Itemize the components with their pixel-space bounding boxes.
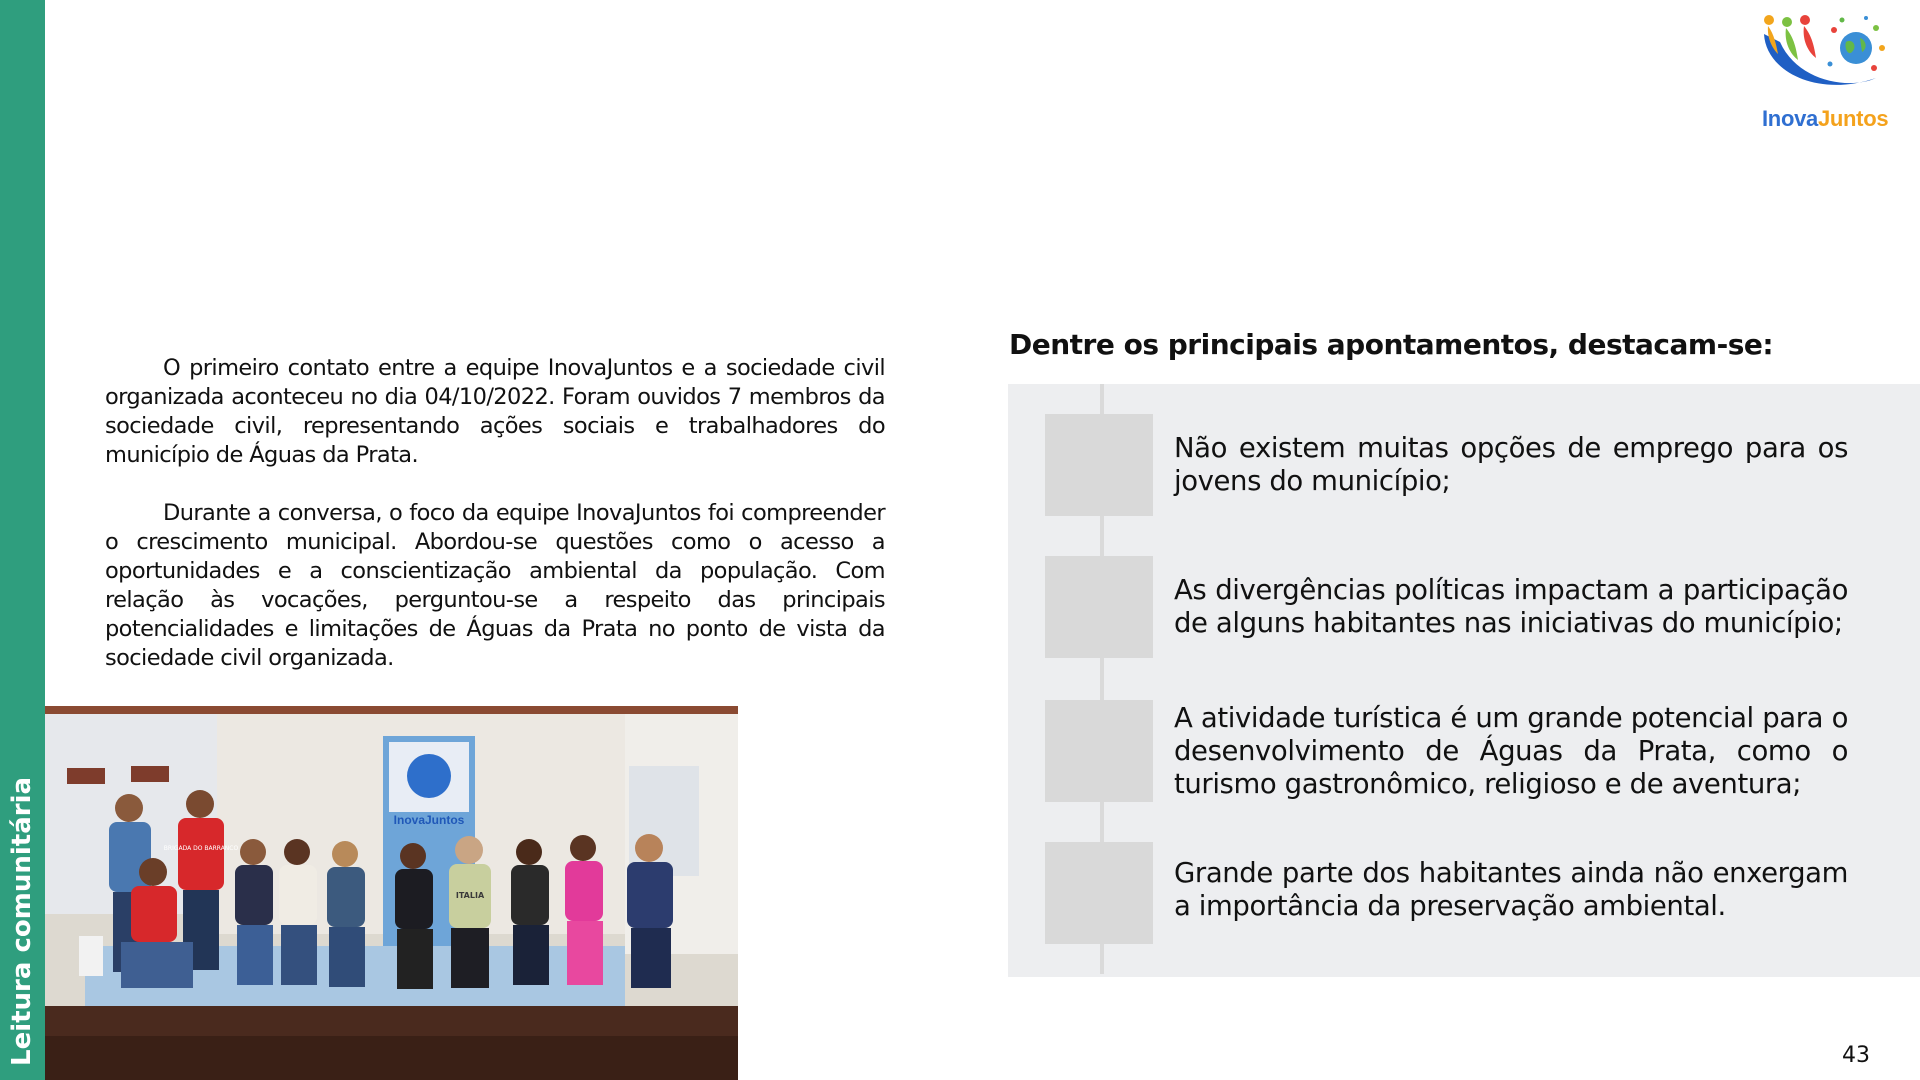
group-photo-illustration [45,706,738,1080]
inovajuntos-logo [1758,12,1908,137]
logo-graphic [1758,12,1908,108]
logo-wordmark [1762,106,1888,132]
intro-paragraph-1: O primeiro contato entre a equipe InovaJuntos e a sociedade civil organizada aconteceu no dia 04/10/2022. Foram ouvidos 7 membros da sociedade civil, representando ações sociais e trabalhadores do município de Águas da Prata. [105,355,885,468]
highlight-item-3: A atividade turística é um grande potencial para o desenvolvimento de Águas da Prata, como o turismo gastronômico, religioso e de aventura; [1174,702,1848,800]
highlight-marker-1 [1045,414,1153,516]
highlights-heading: Dentre os principais apontamentos, destacam-se: [1009,328,1774,361]
highlight-item-4: Grande parte dos habitantes ainda não enxergam a importância da preservação ambiental. [1174,857,1848,922]
highlight-item-2: As divergências políticas impactam a participação de alguns habitantes nas iniciativas do município; [1174,574,1848,639]
page-number: 43 [1842,1043,1870,1068]
logo-wordmark-part1: Inova [1762,106,1818,131]
highlight-marker-3 [1045,700,1153,802]
highlight-marker-4 [1045,842,1153,944]
shirt-text-2: ITALIA [455,891,485,900]
logo-wordmark-part2: Juntos [1817,106,1889,131]
shirt-text-1: BRIGADA DO BARRANCO [163,845,239,852]
highlights-panel [1008,384,1920,977]
section-label: Leitura comunitária [7,776,37,1066]
highlight-item-1: Não existem muitas opções de emprego para os jovens do município; [1174,432,1848,497]
highlight-marker-2 [1045,556,1153,658]
banner-text: InovaJuntos [393,813,465,827]
sidebar-stripe [0,0,45,1080]
intro-text [105,354,885,702]
group-photo [45,706,738,1080]
intro-paragraph-2: Durante a conversa, o foco da equipe InovaJuntos foi compreender o crescimento municipal. Abordou-se questões como o acesso a oportunidades e a conscientização ambiental da população. Com relação às vocações, perguntou-se a respeito das principais potencialidades e limitações de Águas da Prata no ponto de vista da sociedade civil organizada. [105,500,885,671]
